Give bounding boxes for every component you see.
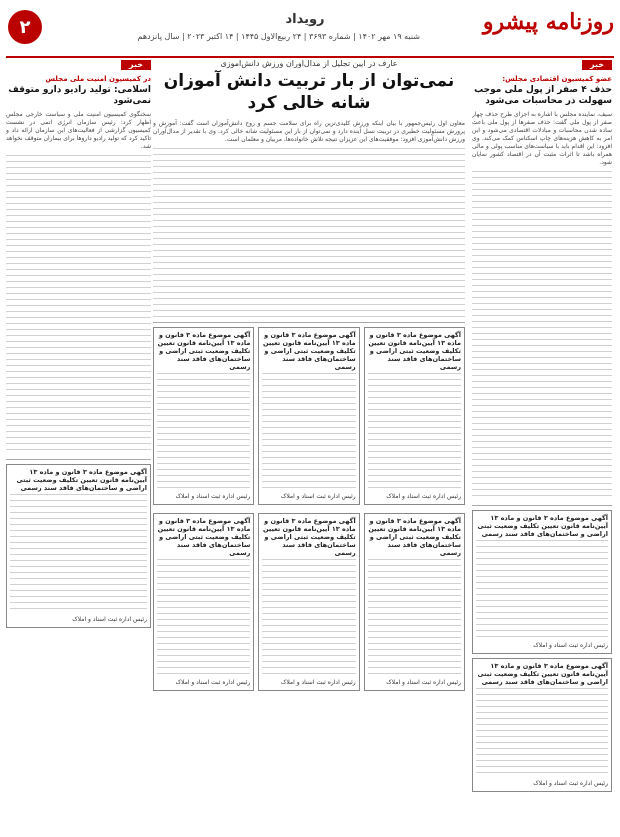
main-article-body: معاون اول رئیس‌جمهور با بیان اینکه ورزش کلیدی‌ترین راه برای سلامت جسم و روح دانش‌آموزان است گفت: آموزش و پرورش مسئولیت خطیری در تربیت نسل آینده دارد و نمی‌توان از بار این مسئولیت شانه خالی کرد. وی با تقدیر از مدال‌آوران ورزش دانش‌آموزی افزود: موفقیت‌های این عزیزان نتیجه تلاش خانواده‌ها، مربیان و معلمان است.: [153, 120, 465, 143]
notice-body: [157, 559, 250, 677]
notice-title: آگهی موضوع ماده ۳ قانون و ماده ۱۳ آیین‌نامه قانون تعیین تکلیف وضعیت ثبتی اراضی و ساختمان‌های فاقد سند رسمی: [477, 662, 608, 686]
notice-body: [262, 373, 355, 491]
notice-signature: رئیس اداره ثبت اسناد و املاک: [280, 493, 356, 500]
notice-signature: رئیس اداره ثبت اسناد و املاک: [175, 679, 251, 686]
section-tag: خبر: [582, 60, 612, 70]
notice-title: آگهی موضوع ماده ۳ قانون و ماده ۱۳ آیین‌نامه قانون تعیین تکلیف وضعیت ثبتی اراضی و ساختمان‌های فاقد سند رسمی: [368, 331, 461, 371]
notice-title: آگهی موضوع ماده ۳ قانون و ماده ۱۳ آیین‌نامه قانون تعیین تکلیف وضعیت ثبتی اراضی و ساختمان‌های فاقد سند رسمی: [16, 468, 147, 492]
notice-body: [476, 540, 608, 640]
divider: [153, 322, 465, 323]
notice-body: [476, 688, 608, 778]
notice-body: [10, 494, 147, 614]
section-tag: خبر: [121, 60, 151, 70]
notice-signature: رئیس اداره ثبت اسناد و املاک: [386, 493, 461, 500]
masthead: [424, 10, 614, 48]
divider: [472, 505, 612, 506]
notice-body: [368, 559, 461, 677]
notice-title: آگهی موضوع ماده ۳ قانون و ماده ۱۳ آیین‌نامه قانون تعیین تکلیف وضعیت ثبتی اراضی و ساختمان‌های فاقد سند رسمی: [262, 331, 356, 371]
article-headline: حذف ۴ صفر از پول ملی موجب سهولت در محاسبات می‌شود: [474, 85, 612, 106]
article-kicker: در کمیسیون امنیت ملی مجلس: [45, 75, 151, 83]
page-header: [0, 8, 620, 60]
notice-title: آگهی موضوع ماده ۳ قانون و ماده ۱۳ آیین‌نامه قانون تعیین تکلیف وضعیت ثبتی اراضی و ساختمان‌های فاقد سند رسمی: [262, 517, 356, 557]
section-title: رویداد: [285, 12, 325, 27]
legal-notice: [364, 327, 465, 505]
legal-notice: [472, 510, 612, 654]
main-article-text-block: [153, 148, 465, 318]
legal-notice: [364, 513, 465, 691]
notice-signature: رئیس اداره ثبت اسناد و املاک: [386, 679, 461, 686]
right-column: [472, 60, 612, 830]
notice-title: آگهی موضوع ماده ۳ قانون و ماده ۱۳ آیین‌نامه قانون تعیین تکلیف وضعیت ثبتی اراضی و ساختمان‌های فاقد سند رسمی: [157, 331, 251, 371]
page-number: ۲: [8, 10, 42, 44]
header-rule: [6, 56, 614, 58]
notice-body: [262, 559, 355, 677]
notices-grid: [153, 327, 465, 695]
legal-notice: [153, 327, 254, 505]
dateline: شنبه ۱۹ مهر ۱۴۰۲ | شماره ۳۶۹۳ | ۲۴ ربیع‌الاول ۱۴۴۵ | ۱۴ اکتبر ۲۰۲۳ | سال پانزدهم: [137, 32, 420, 41]
notice-title: آگهی موضوع ماده ۳ قانون و ماده ۱۳ آیین‌نامه قانون تعیین تکلیف وضعیت ثبتی اراضی و ساختمان‌های فاقد سند رسمی: [477, 514, 608, 538]
article-body: سیف، نماینده مجلس با اشاره به اجرای طرح حذف چهار صفر از پول ملی گفت: حذف صفرها از پول ملی باعث ساده شدن محاسبات و مبادلات اقتصادی می‌شود و این امر به کاهش هزینه‌های چاپ اسکناس کمک می‌کند. وی افزود: این اقدام باید با سیاست‌های مناسب پولی و مالی همراه باشد تا اثرات مثبت آن در اقتصاد کشور نمایان شود.: [472, 111, 612, 166]
main-headline: نمی‌توان از بار تربیت دانش آموزان شانه خالی کرد: [163, 71, 455, 113]
notice-signature: رئیس اداره ثبت اسناد و املاک: [533, 642, 608, 649]
newspaper-logo: روزنامه پیشرو: [482, 9, 614, 35]
notice-signature: رئیس اداره ثبت اسناد و املاک: [280, 679, 356, 686]
divider: [6, 459, 151, 460]
notice-signature: رئیس اداره ثبت اسناد و املاک: [175, 493, 251, 500]
article-headline: اسلامی: تولید رادیو دارو متوقف نمی‌شود: [8, 85, 151, 106]
legal-notice: [472, 658, 612, 792]
middle-column: [153, 60, 465, 830]
article-kicker: عضو کمیسیون اقتصادی مجلس:: [502, 75, 612, 83]
article-body: سخنگوی کمیسیون امنیت ملی و سیاست خارجی مجلس اظهار کرد: رئیس سازمان انرژی اتمی در نشست کمیسیون گزارشی از فعالیت‌های این سازمان ارائه داد و تاکید کرد که تولید رادیو داروها برای بیماران متوقف نخواهد شد.: [6, 111, 151, 150]
legal-notice: [258, 327, 359, 505]
notice-signature: رئیس اداره ثبت اسناد و املاک: [533, 780, 608, 787]
notice-title: آگهی موضوع ماده ۳ قانون و ماده ۱۳ آیین‌نامه قانون تعیین تکلیف وضعیت ثبتی اراضی و ساختمان‌های فاقد سند رسمی: [157, 517, 251, 557]
notice-body: [368, 373, 461, 491]
main-kicker: عارف در آیین تجلیل از مدال‌آوران ورزش دانش‌آموزی: [220, 60, 398, 68]
notice-body: [157, 373, 250, 491]
article-text-block: [472, 171, 612, 501]
article-text-block: [6, 155, 151, 455]
legal-notice: [153, 513, 254, 691]
left-column: [6, 60, 151, 830]
legal-notice: [6, 464, 151, 628]
legal-notice: [258, 513, 359, 691]
notice-title: آگهی موضوع ماده ۳ قانون و ماده ۱۳ آیین‌نامه قانون تعیین تکلیف وضعیت ثبتی اراضی و ساختمان‌های فاقد سند رسمی: [368, 517, 461, 557]
notice-signature: رئیس اداره ثبت اسناد و املاک: [72, 616, 147, 623]
